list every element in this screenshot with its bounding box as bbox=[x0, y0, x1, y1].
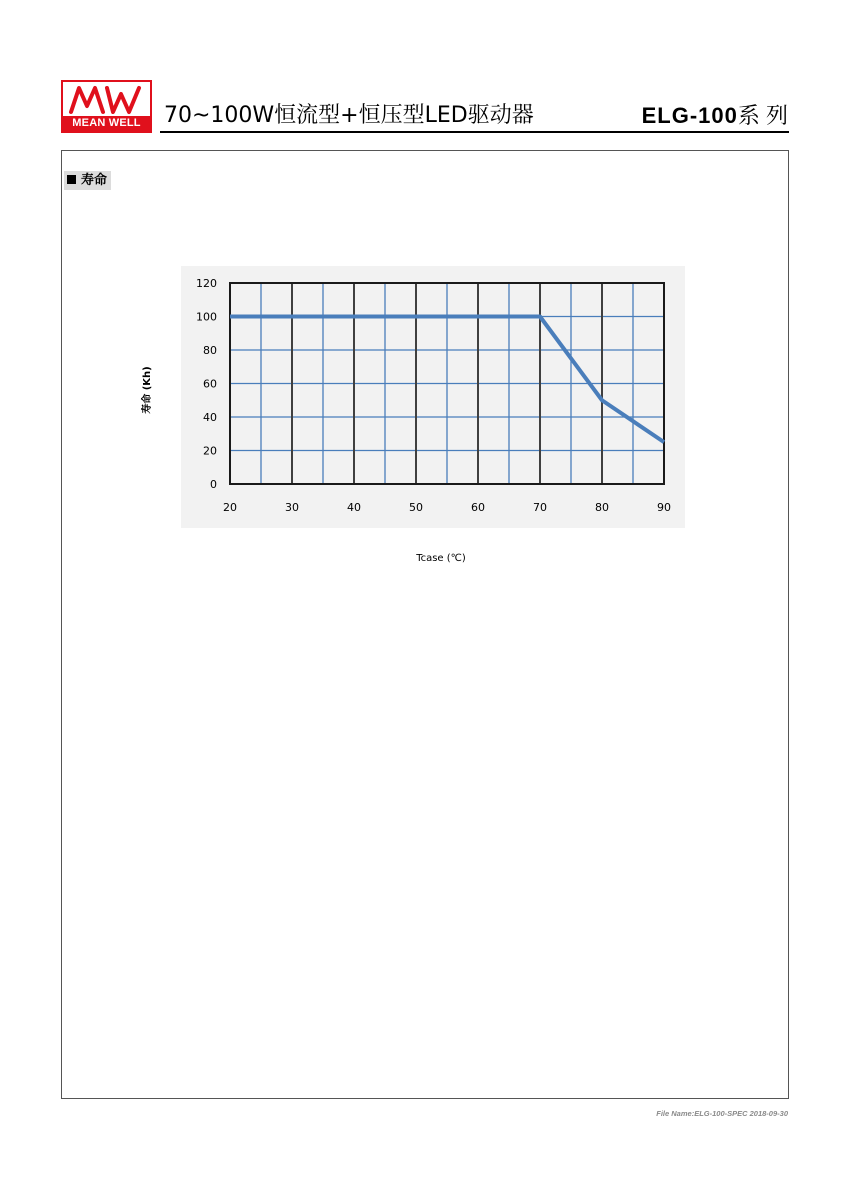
x-tick-label: 50 bbox=[409, 501, 423, 514]
x-tick-label: 30 bbox=[285, 501, 299, 514]
x-axis-title: Tcase (℃) bbox=[416, 553, 466, 564]
y-tick-label: 120 bbox=[196, 277, 217, 290]
x-tick-label: 70 bbox=[533, 501, 547, 514]
x-tick-label: 80 bbox=[595, 501, 609, 514]
x-tick-label: 90 bbox=[657, 501, 671, 514]
x-tick-label: 20 bbox=[223, 501, 237, 514]
section-label: 寿命 bbox=[81, 173, 108, 188]
y-tick-label: 20 bbox=[203, 444, 217, 458]
page-title: 70~100W恒流型+恒压型LED驱动器 bbox=[164, 103, 534, 128]
series-suffix: 系 列 bbox=[737, 103, 788, 128]
y-tick-label: 0 bbox=[210, 478, 217, 491]
y-tick-label: 100 bbox=[196, 310, 217, 324]
x-tick-label: 40 bbox=[347, 501, 361, 514]
y-tick-label: 40 bbox=[203, 411, 217, 424]
y-tick-label: 80 bbox=[203, 344, 217, 357]
x-tick-label: 60 bbox=[471, 501, 485, 514]
brand-name: MEAN WELL bbox=[63, 116, 150, 131]
y-axis-title: 寿命 (Kh) bbox=[142, 366, 153, 414]
y-tick-label: 60 bbox=[203, 377, 217, 391]
grid-layer bbox=[230, 283, 664, 484]
file-info: File Name:ELG-100-SPEC 2018-09-30 bbox=[656, 1109, 788, 1118]
series-model: ELG-100 bbox=[641, 103, 738, 128]
